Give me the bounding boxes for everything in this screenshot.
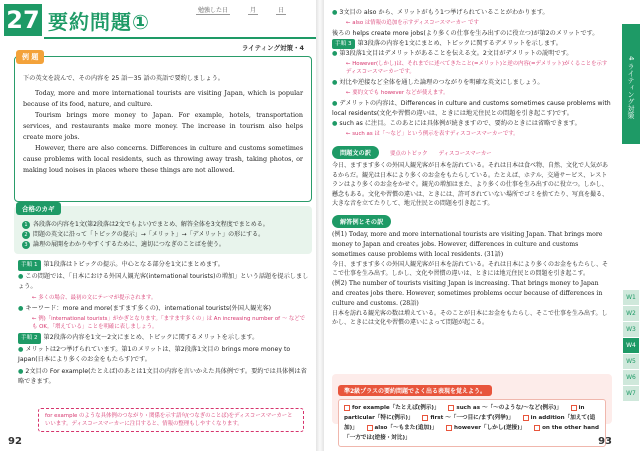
explanation-line: ● 対比や逆接など全体を通した論理のつながりを明確な英文にしましょう。 <box>332 79 544 86</box>
expression-item[interactable]: however「しかし(逆接)」 <box>446 425 525 431</box>
explanation-line: ● 第3段落1文目はデメリットがあることを伝える文。2文目がデメリットの説明です。 <box>332 50 573 57</box>
week-tab[interactable]: W5 <box>623 354 639 369</box>
page-number: 93 <box>598 436 612 447</box>
expression-item[interactable]: for example「たとえば(例示)」 <box>344 405 440 411</box>
week-tab[interactable]: W6 <box>623 370 639 385</box>
step-line: ● メリットは2つ挙げられています。第1のメリットは、第2段落1文目の brings more money to Japan(日本により多くのお金をもたらす)です。 <box>18 345 291 363</box>
explanation-note: ← However(しかし)は、それまでに述べてきたこと(=メリット)と逆の内容(=デメリット)がくることを示すディスコースマーカーです。 <box>346 61 608 75</box>
chapter-side-tab: 4 ライティング対策 <box>622 24 640 144</box>
checkbox-icon <box>448 405 454 411</box>
explanation-line: ● 3文目の also から、メリットがもう1つ挙げられていることがわかります。 <box>332 9 549 16</box>
left-page <box>0 0 318 451</box>
checkbox-icon <box>571 405 577 411</box>
week-tab[interactable]: W2 <box>623 306 639 321</box>
study-date-label: 勉強した日 <box>198 7 229 14</box>
expressions-list <box>338 399 606 447</box>
example-label: 例 題 <box>16 50 44 64</box>
answer-section <box>332 209 612 328</box>
legend-marker: ディスコースマーカー <box>438 151 492 157</box>
passage-paragraph: Today, more and more international tourists are visiting Japan, which is popular because of its food, nature, and culture. <box>23 89 303 108</box>
key-points-label: 合格のカギ <box>16 202 61 215</box>
page-number: 92 <box>8 436 22 447</box>
step-line: ● 2文目の For example(たとえば)のあとは1文目の内容を言いかえた具体例です。要約では具体例は省略できます。 <box>18 367 307 385</box>
step-line: 手順 1 第1段落はトピックの提示。中心となる部分を1文にまとめます。 <box>18 260 310 271</box>
passage <box>23 88 303 176</box>
expression-item[interactable]: first ～「一つ目に/まず(列挙)」 <box>422 415 514 421</box>
week-tab-active[interactable]: W4 <box>623 338 639 353</box>
key-point: 3 論理の展開をわかりやすくするために、適切につなぎのことばを使う。 <box>22 240 304 250</box>
checkbox-icon <box>523 415 529 421</box>
steps-section <box>18 260 310 389</box>
checkbox-icon <box>534 425 540 431</box>
expression-item[interactable]: in particular「特に(例示)」 <box>344 405 585 421</box>
expressions-box <box>332 374 612 441</box>
explanation-line: ● デメリットの内容は、Differences in culture and customs sometimes cause problems with local residents(文化や習慣の違いは、ときには地元住民との問題を引き起こす)です。 <box>332 100 611 117</box>
lesson-number: 27 <box>4 4 42 36</box>
expressions-heading: 準2級プラスの要約問題でよく出る表現を覚えよう。 <box>338 385 492 396</box>
instruction-text: 下の英文を読んで、その内容を 25 語～35 語の英語で要約しましょう。 <box>23 75 224 82</box>
week-tab[interactable]: W7 <box>623 386 639 401</box>
expression-item[interactable]: also「～もまた(追加)」 <box>367 425 438 431</box>
step-line: ● この問題では、「日本における外国人観光客(international tourists)の増加」という話題を提示しましょう。 <box>18 272 309 290</box>
study-date <box>196 5 286 15</box>
checkbox-icon <box>422 415 428 421</box>
passage-paragraph: Tourism brings more money to Japan. For example, hotels, transportation services, and restaurants make more money. The increase in tourism also helps create more jobs. <box>23 111 303 141</box>
title-divider <box>44 37 316 39</box>
week-tab[interactable]: W3 <box>623 322 639 337</box>
answer-example: (例2) The number of tourists visiting Japan is increasing. That brings money to Japan and creates jobs there. However, sometimes problems occur because of differences in culture and customs. (28語) <box>332 279 603 307</box>
checkbox-icon <box>344 405 350 411</box>
step-note: ← 多くの場合、最初の文にテーマが提示されます。 <box>32 294 157 301</box>
week-tab[interactable]: W1 <box>623 290 639 305</box>
explanation-note: ← 要約文でも however などが使えます。 <box>346 90 449 96</box>
explanation-note: ← also は情報の追加を示すディスコースマーカー です <box>346 20 479 26</box>
step-line: ● キーワード：more and more(ますます多くの)、international tourists(外国人観光客) <box>18 304 272 312</box>
translation-heading: 問題文の訳 <box>332 146 379 159</box>
week-tabs <box>623 290 639 401</box>
expression-item[interactable]: in addition「加えて(追加)」 <box>344 415 596 431</box>
explanation-line: 手順 3 第3段落の内容を1文にまとめ、トピックに関するデメリットを示します。 <box>332 39 612 49</box>
expression-item[interactable]: such as ～「～のような/～など(例示)」 <box>448 405 561 411</box>
explanation-line: ● such as に注目。このあとには具体例が続きますので、要約のときには省略できます。 <box>332 120 581 127</box>
step-line: 手順 2 第2段落の内容を1文～2文にまとめ、トピックに関するメリットを示します。 <box>18 333 310 344</box>
month-label: 月 <box>250 7 257 14</box>
answer-heading: 解答例とその訳 <box>332 215 391 228</box>
discourse-marker-note: for example のような具体例のつながり・関係を示す語句(つなぎのことば)をディスコースマーカーといいます。ディスコースマーカーに注目すると、情報の整理もしやすくなります。 <box>38 408 304 432</box>
step-note: ← 例)「international tourists」がかぎとなります。「ますます多くの」は An increasing number of ～ などでも OK。「増えている」ことを明確に表しましょう。 <box>32 316 306 330</box>
answer-translation: 今日、ますます多くの外国人観光客が日本を訪れている。それは日本により多くのお金をもたらし、そこで仕事を生み出す。しかし、文化や習慣の違いは、ときには地元住民との問題を引き起こす。 <box>332 260 609 277</box>
legend-topic: 要点のトピック <box>390 151 428 157</box>
passage-paragraph: However, there are also concerns. Differences in culture and customs sometimes cause problems with local residents, such as throwing away trash, taking photos, or making loud noises in places where these things are not allowed. <box>23 144 303 174</box>
key-point: 2 問題の英文に沿って「トピックの提示」→「メリット」→「デメリット」の形にする。 <box>22 230 304 240</box>
right-page <box>322 0 640 451</box>
day-label: 日 <box>278 7 285 14</box>
translation-text: 今日、ますます多くの外国人観光客が日本を訪れている。それは日本は食べ物、自然、文化で人気があるからだ。観光は日本により多くのお金をもたらしている。たとえば、ホテル、交通サービス、レストランはより多くのお金をかせぐ。観光の増加はまた、より多くの仕事を生み出すのに役立つ。しかし、懸念もある。文化や習慣の違いは、ときには、許可されていない場所でゴミを捨てたり、写真を撮る、大きな音を立てたりして、地元住民との問題を引き起こす。 <box>332 162 609 207</box>
answer-example: (例1) Today, more and more international tourists are visiting Japan. That brings more money to Japan and creates jobs. However, differences in culture and customs sometimes cause problems with local residents. (31語) <box>332 230 603 258</box>
explanation-line: 後ろの helps create more jobs(より多くの仕事を生み出すのに役立つ)が第2のメリットです。 <box>332 30 599 37</box>
answer-translation: 日本を訪れる観光客の数は増えている。そのことが日本にお金をもたらし、そこで仕事を生み出す。しかし、ときには文化や習慣の違いによって問題が起こる。 <box>332 309 608 326</box>
key-point: 1 各段落の内容を1文(第2段落は2文でもよい)でまとめ、解答全体を3文程度でまとめる。 <box>22 220 304 230</box>
category-label: ライティング対策・4 <box>241 44 304 52</box>
checkbox-icon <box>446 425 452 431</box>
example-box <box>14 56 312 202</box>
checkbox-icon <box>367 425 373 431</box>
expression-item[interactable]: on the other hand「一方では(逆接・対比)」 <box>344 425 600 441</box>
explanation-note: ← such as は「～など」という例示を表すディスコースマーカーです。 <box>346 131 519 137</box>
page-title: 要約問題① <box>48 10 150 34</box>
translation-section <box>332 140 612 209</box>
right-content <box>332 8 612 328</box>
